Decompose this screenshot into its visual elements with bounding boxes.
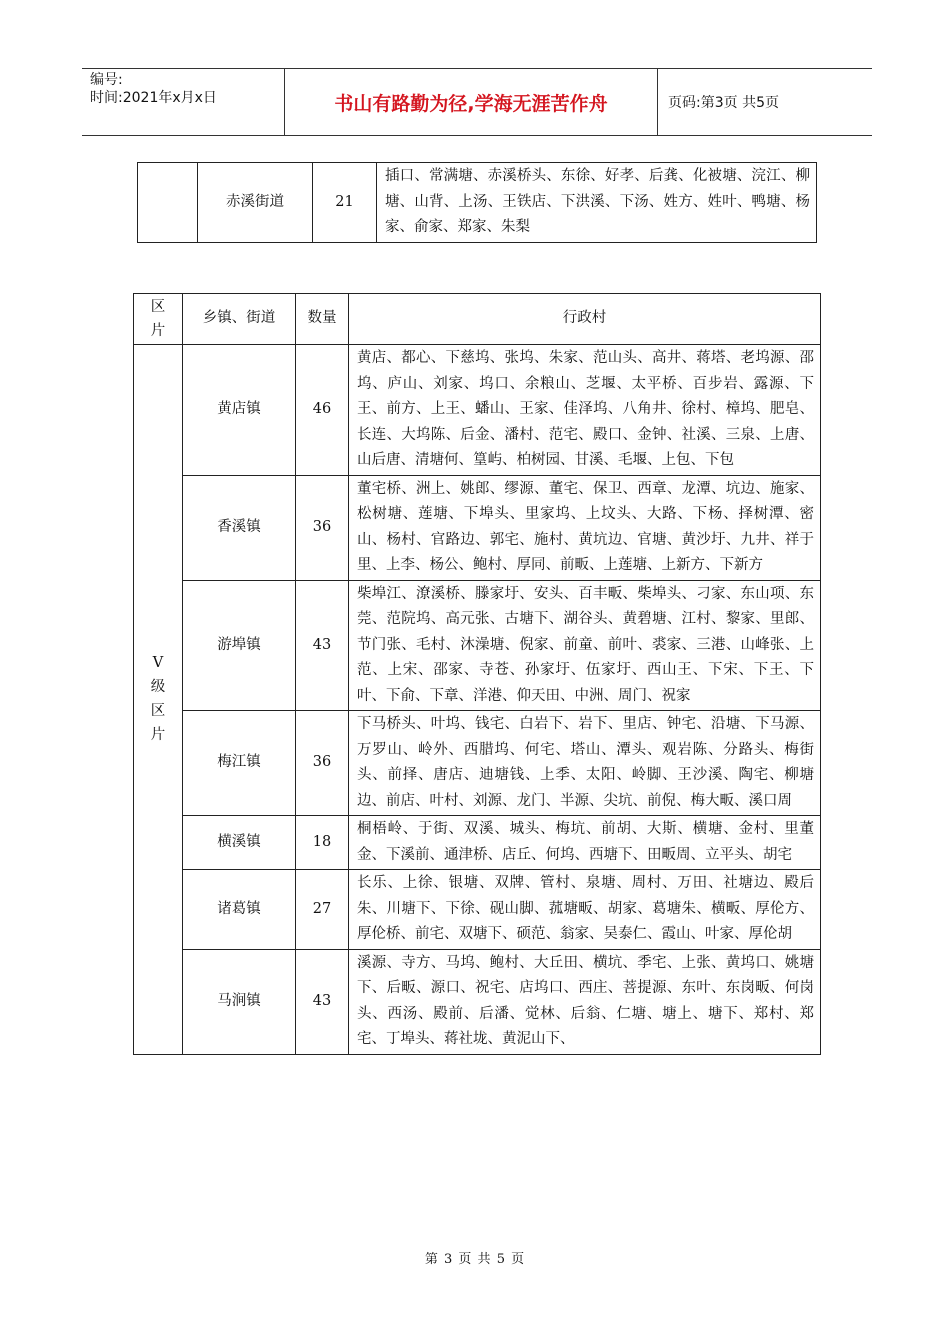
- table-row: [134, 816, 821, 870]
- region-label: V级区片: [134, 345, 183, 1055]
- count-cell: 27: [296, 870, 349, 950]
- count-cell: 36: [296, 711, 349, 816]
- town-cell: 赤溪街道: [198, 163, 313, 243]
- table-row: [134, 711, 821, 816]
- page-footer: 第 3 页 共 5 页: [424, 1252, 526, 1267]
- town-cell: 黄店镇: [183, 345, 296, 476]
- town-cell: 梅江镇: [183, 711, 296, 816]
- town-cell: 横溪镇: [183, 816, 296, 870]
- villages-cell: 溪源、寺方、马坞、鲍村、大丘田、横坑、季宅、上张、黄坞口、姚塘下、后畈、源口、祝宅、店坞口、西庄、菩提源、东叶、东岗畈、何岗头、西汤、殿前、后潘、觉林、后翁、仁塘、塘上、塘下、郑村、郑宅、丁埠头、蒋社垅、黄泥山下、: [349, 949, 821, 1054]
- count-cell: 46: [296, 345, 349, 476]
- count-cell: 21: [313, 163, 377, 243]
- header-region: 区片: [134, 294, 183, 345]
- count-cell: 36: [296, 475, 349, 580]
- header-meta: [82, 69, 285, 135]
- villages-cell: 柴埠江、潦溪桥、滕家圩、安头、百丰畈、柴埠头、刁家、东山项、东莞、范院坞、高元张、古塘下、湖谷头、黄碧塘、江村、黎家、里郎、节门张、毛村、沐澡塘、倪家、前童、前叶、裘家、三港、山峰张、上范、上宋、邵家、寺苍、孙家圩、伍家圩、西山王、下宋、下王、下叶、下俞、下章、洋港、仰天田、中洲、周门、祝家: [349, 580, 821, 711]
- villages-cell: 长乐、上徐、银塘、双牌、管村、泉塘、周村、万田、社塘边、殿后朱、川塘下、下徐、砚山脚、菰塘畈、胡家、葛塘朱、横畈、厚伦方、厚伦桥、前宅、双塘下、硕范、翁家、吴泰仁、霞山、叶家、厚伦胡: [349, 870, 821, 950]
- page-header: [82, 68, 872, 136]
- table-row: [134, 580, 821, 711]
- villages-cell: 桐梧岭、于街、双溪、城头、梅坑、前胡、大斯、横塘、金村、里董金、下溪前、通津桥、店丘、何坞、西塘下、田畈周、立平头、胡宅: [349, 816, 821, 870]
- table-header-row: [134, 294, 821, 345]
- region-table: [133, 293, 821, 1055]
- continuation-table: [137, 162, 817, 243]
- table-row: [134, 475, 821, 580]
- count-cell: 18: [296, 816, 349, 870]
- region-cell: [138, 163, 198, 243]
- town-cell: 游埠镇: [183, 580, 296, 711]
- town-cell: 诸葛镇: [183, 870, 296, 950]
- count-cell: 43: [296, 949, 349, 1054]
- table-row: [138, 163, 817, 243]
- town-cell: 马涧镇: [183, 949, 296, 1054]
- villages-cell: 下马桥头、叶坞、钱宅、白岩下、岩下、里店、钟宅、沿塘、下马源、万罗山、岭外、西腊坞、何宅、塔山、潭头、观岩陈、分路头、梅街头、前择、唐店、迪塘钱、上季、太阳、岭脚、王沙溪、陶宅、柳塘边、前店、叶村、刘源、龙门、半源、尖坑、前倪、梅大畈、溪口周: [349, 711, 821, 816]
- table-row: [134, 870, 821, 950]
- number-label: 编号:: [90, 72, 123, 88]
- table-row: [134, 345, 821, 476]
- table-row: [134, 949, 821, 1054]
- villages-cell: 黄店、都心、下慈坞、张坞、朱家、范山头、高井、蒋塔、老坞源、邵坞、庐山、刘家、坞口、余粮山、芝堰、太平桥、百步岩、露源、下王、前方、上王、蟠山、王家、佳泽坞、八角井、徐村、樟坞、肥皂、长连、大坞陈、后金、潘村、范宅、殿口、金钟、社溪、三泉、上唐、山后唐、清塘何、篁屿、柏树园、甘溪、毛堰、上包、下包: [349, 345, 821, 476]
- town-cell: 香溪镇: [183, 475, 296, 580]
- villages-cell: 插口、常满塘、赤溪桥头、东徐、好孝、后龚、化被塘、浣江、柳塘、山背、上汤、王铁店、下洪溪、下汤、姓方、姓叶、鸭塘、杨家、俞家、郑家、朱梨: [377, 163, 817, 243]
- header-page-label: 页码:第3页 共5页: [668, 95, 779, 111]
- header-town: 乡镇、街道: [183, 294, 296, 345]
- villages-cell: 董宅桥、洲上、姚郎、缪源、董宅、保卫、西章、龙潭、坑边、施家、松树塘、莲塘、下埠头、里家坞、上坟头、大路、下杨、择树潭、密山、杨村、官路边、郭宅、施村、黄坑边、官塘、黄沙圩、九井、祥于里、上李、杨公、鲍村、厚同、前畈、上莲塘、上新方、下新方: [349, 475, 821, 580]
- header-villages: 行政村: [349, 294, 821, 345]
- header-slogan: 书山有路勤为径,学海无涯苦作舟: [285, 69, 658, 135]
- count-cell: 43: [296, 580, 349, 711]
- header-count: 数量: [296, 294, 349, 345]
- time-label: 时间:2021年x月x日: [90, 90, 217, 106]
